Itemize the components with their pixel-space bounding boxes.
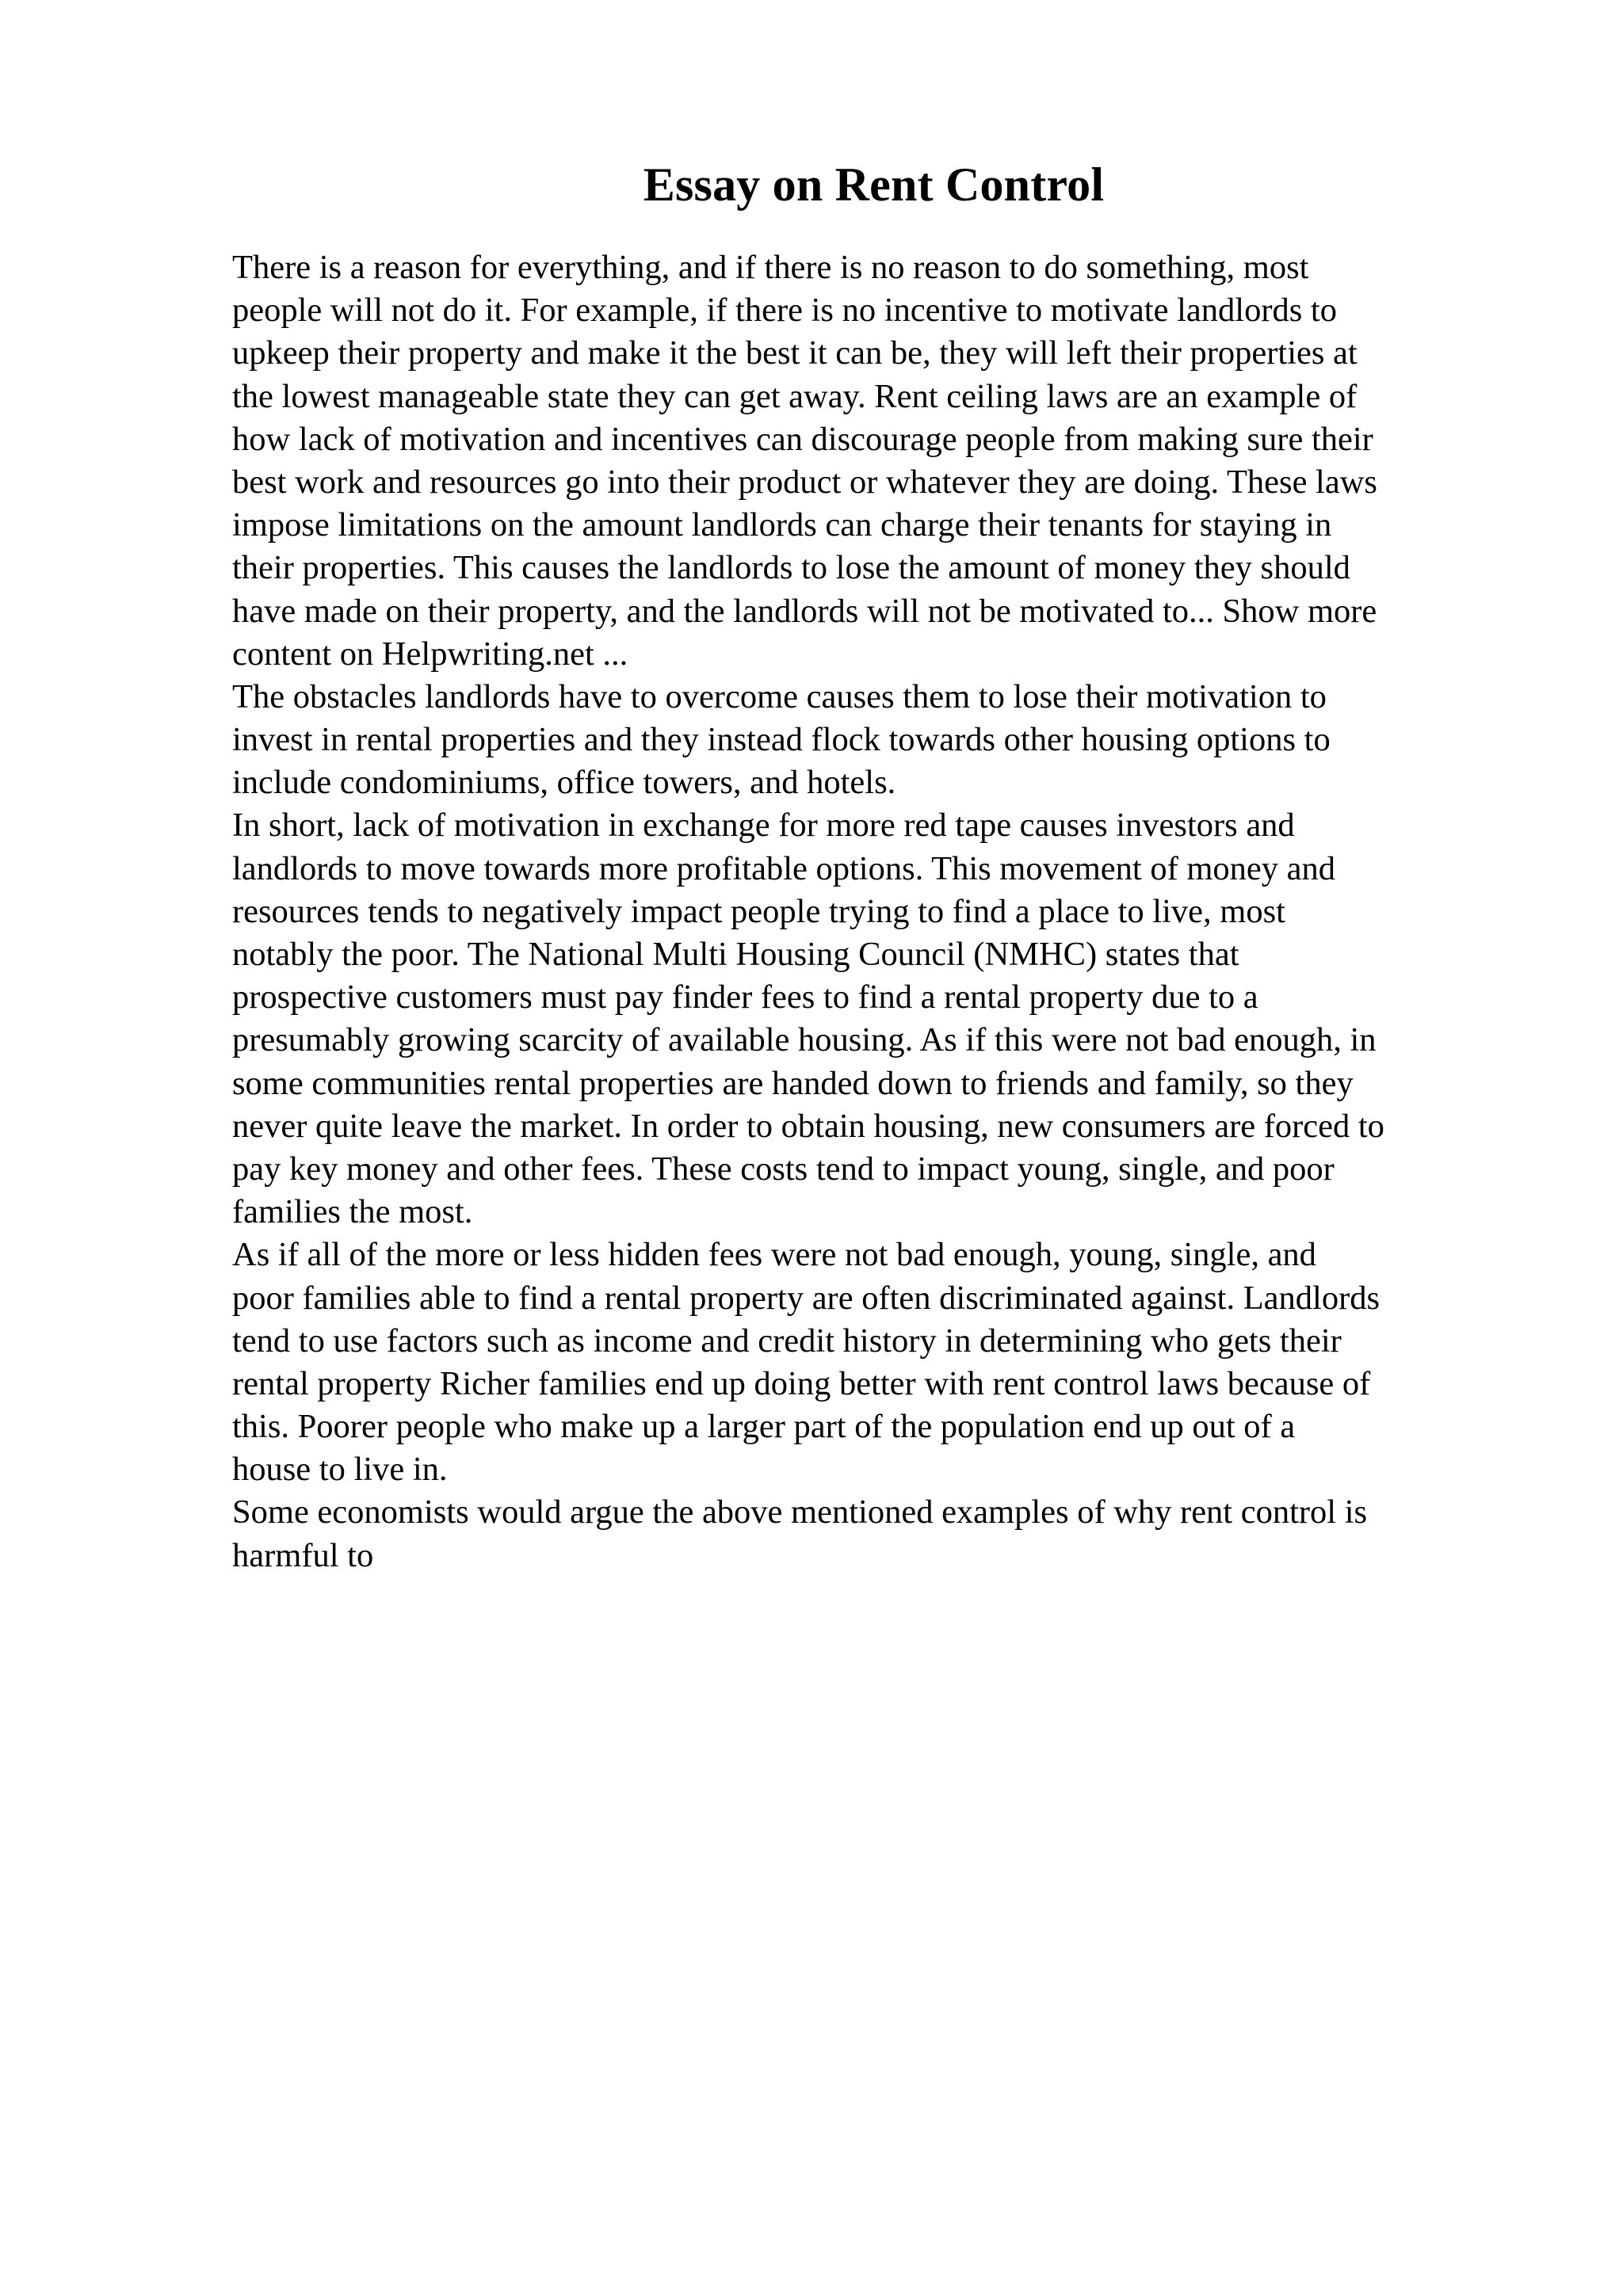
body-line: how lack of motivation and incentives can discourage people from making sure their [232, 420, 1373, 458]
document-title: Essay on Rent Control [643, 158, 1105, 211]
body-line: notably the poor. The National Multi Housing Council (NMHC) states that [232, 936, 1239, 973]
body-line: harmful to [232, 1536, 374, 1574]
body-line: As if all of the more or less hidden fees were not bad enough, young, single, and [232, 1236, 1316, 1274]
body-line: families the most. [232, 1193, 473, 1231]
body-line: this. Poorer people who make up a larger part of the population end up out of a [232, 1408, 1296, 1446]
body-line: some communities rental properties are handed down to friends and family, so they [232, 1064, 1354, 1102]
body-line: invest in rental properties and they instead flock towards other housing options to [232, 721, 1331, 759]
body-line: landlords to move towards more profitable options. This movement of money and [232, 849, 1336, 887]
body-line: the lowest manageable state they can get away. Rent ceiling laws are an example of [232, 377, 1358, 415]
body-line: There is a reason for everything, and if there is no reason to do something, most [232, 249, 1309, 286]
body-line: tend to use factors such as income and credit history in determining who gets their [232, 1322, 1342, 1360]
body-line: have made on their property, and the landlords will not be motivated to... Show more [232, 592, 1377, 630]
body-line: In short, lack of motivation in exchange for more red tape causes investors and [232, 807, 1295, 845]
body-line: presumably growing scarcity of available housing. As if this were not bad enough, in [232, 1021, 1377, 1059]
body-line: best work and resources go into their product or whatever they are doing. These laws [232, 463, 1377, 501]
body-line: include condominiums, office towers, and hotels. [232, 764, 896, 802]
body-line: poor families able to find a rental property are often discriminated against. Landlords [232, 1279, 1381, 1317]
body-line: impose limitations on the amount landlords can charge their tenants for staying in [232, 506, 1332, 544]
body-line: never quite leave the market. In order to obtain housing, new consumers are forced to [232, 1107, 1384, 1145]
body-line: The obstacles landlords have to overcome causes them to lose their motivation to [232, 677, 1327, 715]
body-line: upkeep their property and make it the best it can be, they will left their properties at [232, 334, 1358, 372]
body-line: house to live in. [232, 1451, 448, 1489]
body-line: resources tends to negatively impact people trying to find a place to live, most [232, 892, 1285, 930]
body-line: pay key money and other fees. These costs tend to impact young, single, and poor [232, 1150, 1335, 1188]
body-line: people will not do it. For example, if there is no incentive to motivate landlords to [232, 292, 1337, 330]
body-line: rental property Richer families end up doing better with rent control laws because of [232, 1364, 1371, 1402]
document-body [232, 246, 1500, 1577]
body-line: their properties. This causes the landlords to lose the amount of money they should [232, 549, 1350, 587]
body-line: content on Helpwriting.net ... [232, 635, 628, 673]
body-line: Some economists would argue the above mentioned examples of why rent control is [232, 1493, 1368, 1531]
body-line: prospective customers must pay finder fees to find a rental property due to a [232, 978, 1258, 1016]
